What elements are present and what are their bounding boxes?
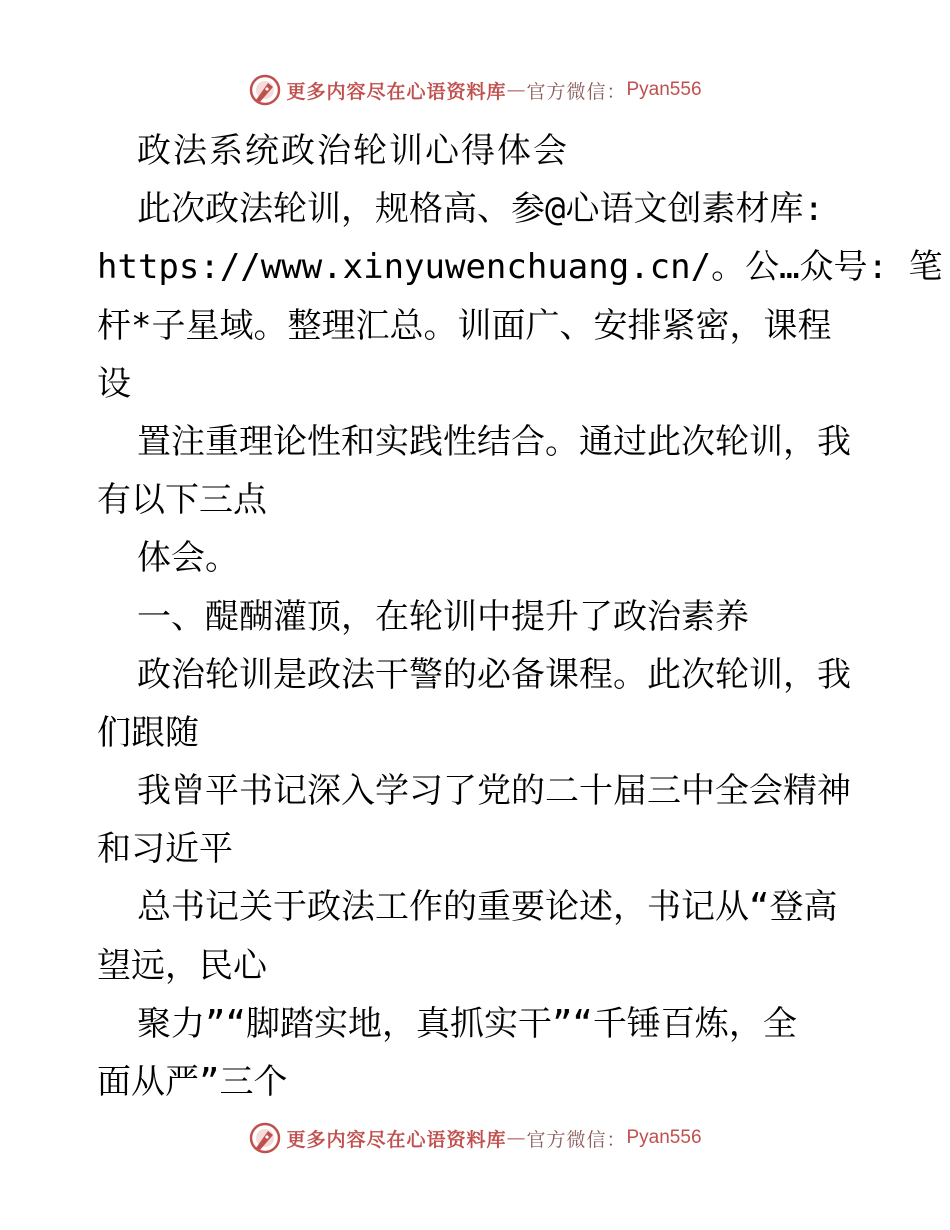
banner-main-text: 更多内容尽在心语资料库	[286, 1128, 507, 1151]
pen-nib-circle-logo-icon	[248, 1121, 282, 1155]
banner-official-label: 官方微信：	[526, 80, 627, 103]
banner-wechat-id: Pyan556	[626, 79, 702, 100]
paragraph-line: 此次政法轮训，规格高、参@心语文创素材库:	[137, 189, 824, 230]
header-watermark-banner	[0, 70, 950, 110]
paragraph-line: 总书记关于政法工作的重要论述，书记从“登高	[137, 887, 838, 928]
document-title: 政法系统政治轮训心得体会	[137, 131, 569, 171]
paragraph-line: 聚力”“脚踏实地，真抓实干”“千锤百炼，全	[137, 1003, 797, 1044]
paragraph-line: 杆*子星域。整理汇总。训面广、安排紧密，课程	[97, 305, 832, 346]
paragraph-line: 和习近平	[97, 829, 233, 870]
pen-nib-circle-logo-icon	[248, 73, 282, 107]
footer-watermark-banner	[0, 1118, 950, 1158]
section-heading: 一、醍醐灌顶，在轮训中提升了政治素养	[137, 596, 749, 637]
paragraph-line: 望远，民心	[97, 945, 267, 986]
banner-dash: —	[506, 79, 527, 101]
paragraph-line: 面从严”三个	[97, 1062, 288, 1102]
banner-wechat-id: Pyan556	[626, 1127, 702, 1148]
paragraph-line: 体会。	[137, 538, 239, 579]
paragraph-line: https://www.xinyuwenchuang.cn/。公…众号: 笔	[97, 247, 943, 288]
paragraph-line: 们跟随	[97, 712, 199, 753]
document-body	[97, 122, 943, 1111]
banner-main-text: 更多内容尽在心语资料库	[286, 80, 507, 103]
paragraph-line: 有以下三点	[97, 480, 267, 521]
paragraph-line: 置注重理论性和实践性结合。通过此次轮训，我	[137, 421, 851, 462]
paragraph-line: 政治轮训是政法干警的必备课程。此次轮训，我	[137, 654, 851, 695]
banner-official-label: 官方微信：	[526, 1128, 627, 1151]
paragraph-line: 设	[97, 363, 131, 404]
banner-dash: —	[506, 1127, 527, 1149]
paragraph-line: 我曾平书记深入学习了党的二十届三中全会精神	[137, 771, 851, 812]
